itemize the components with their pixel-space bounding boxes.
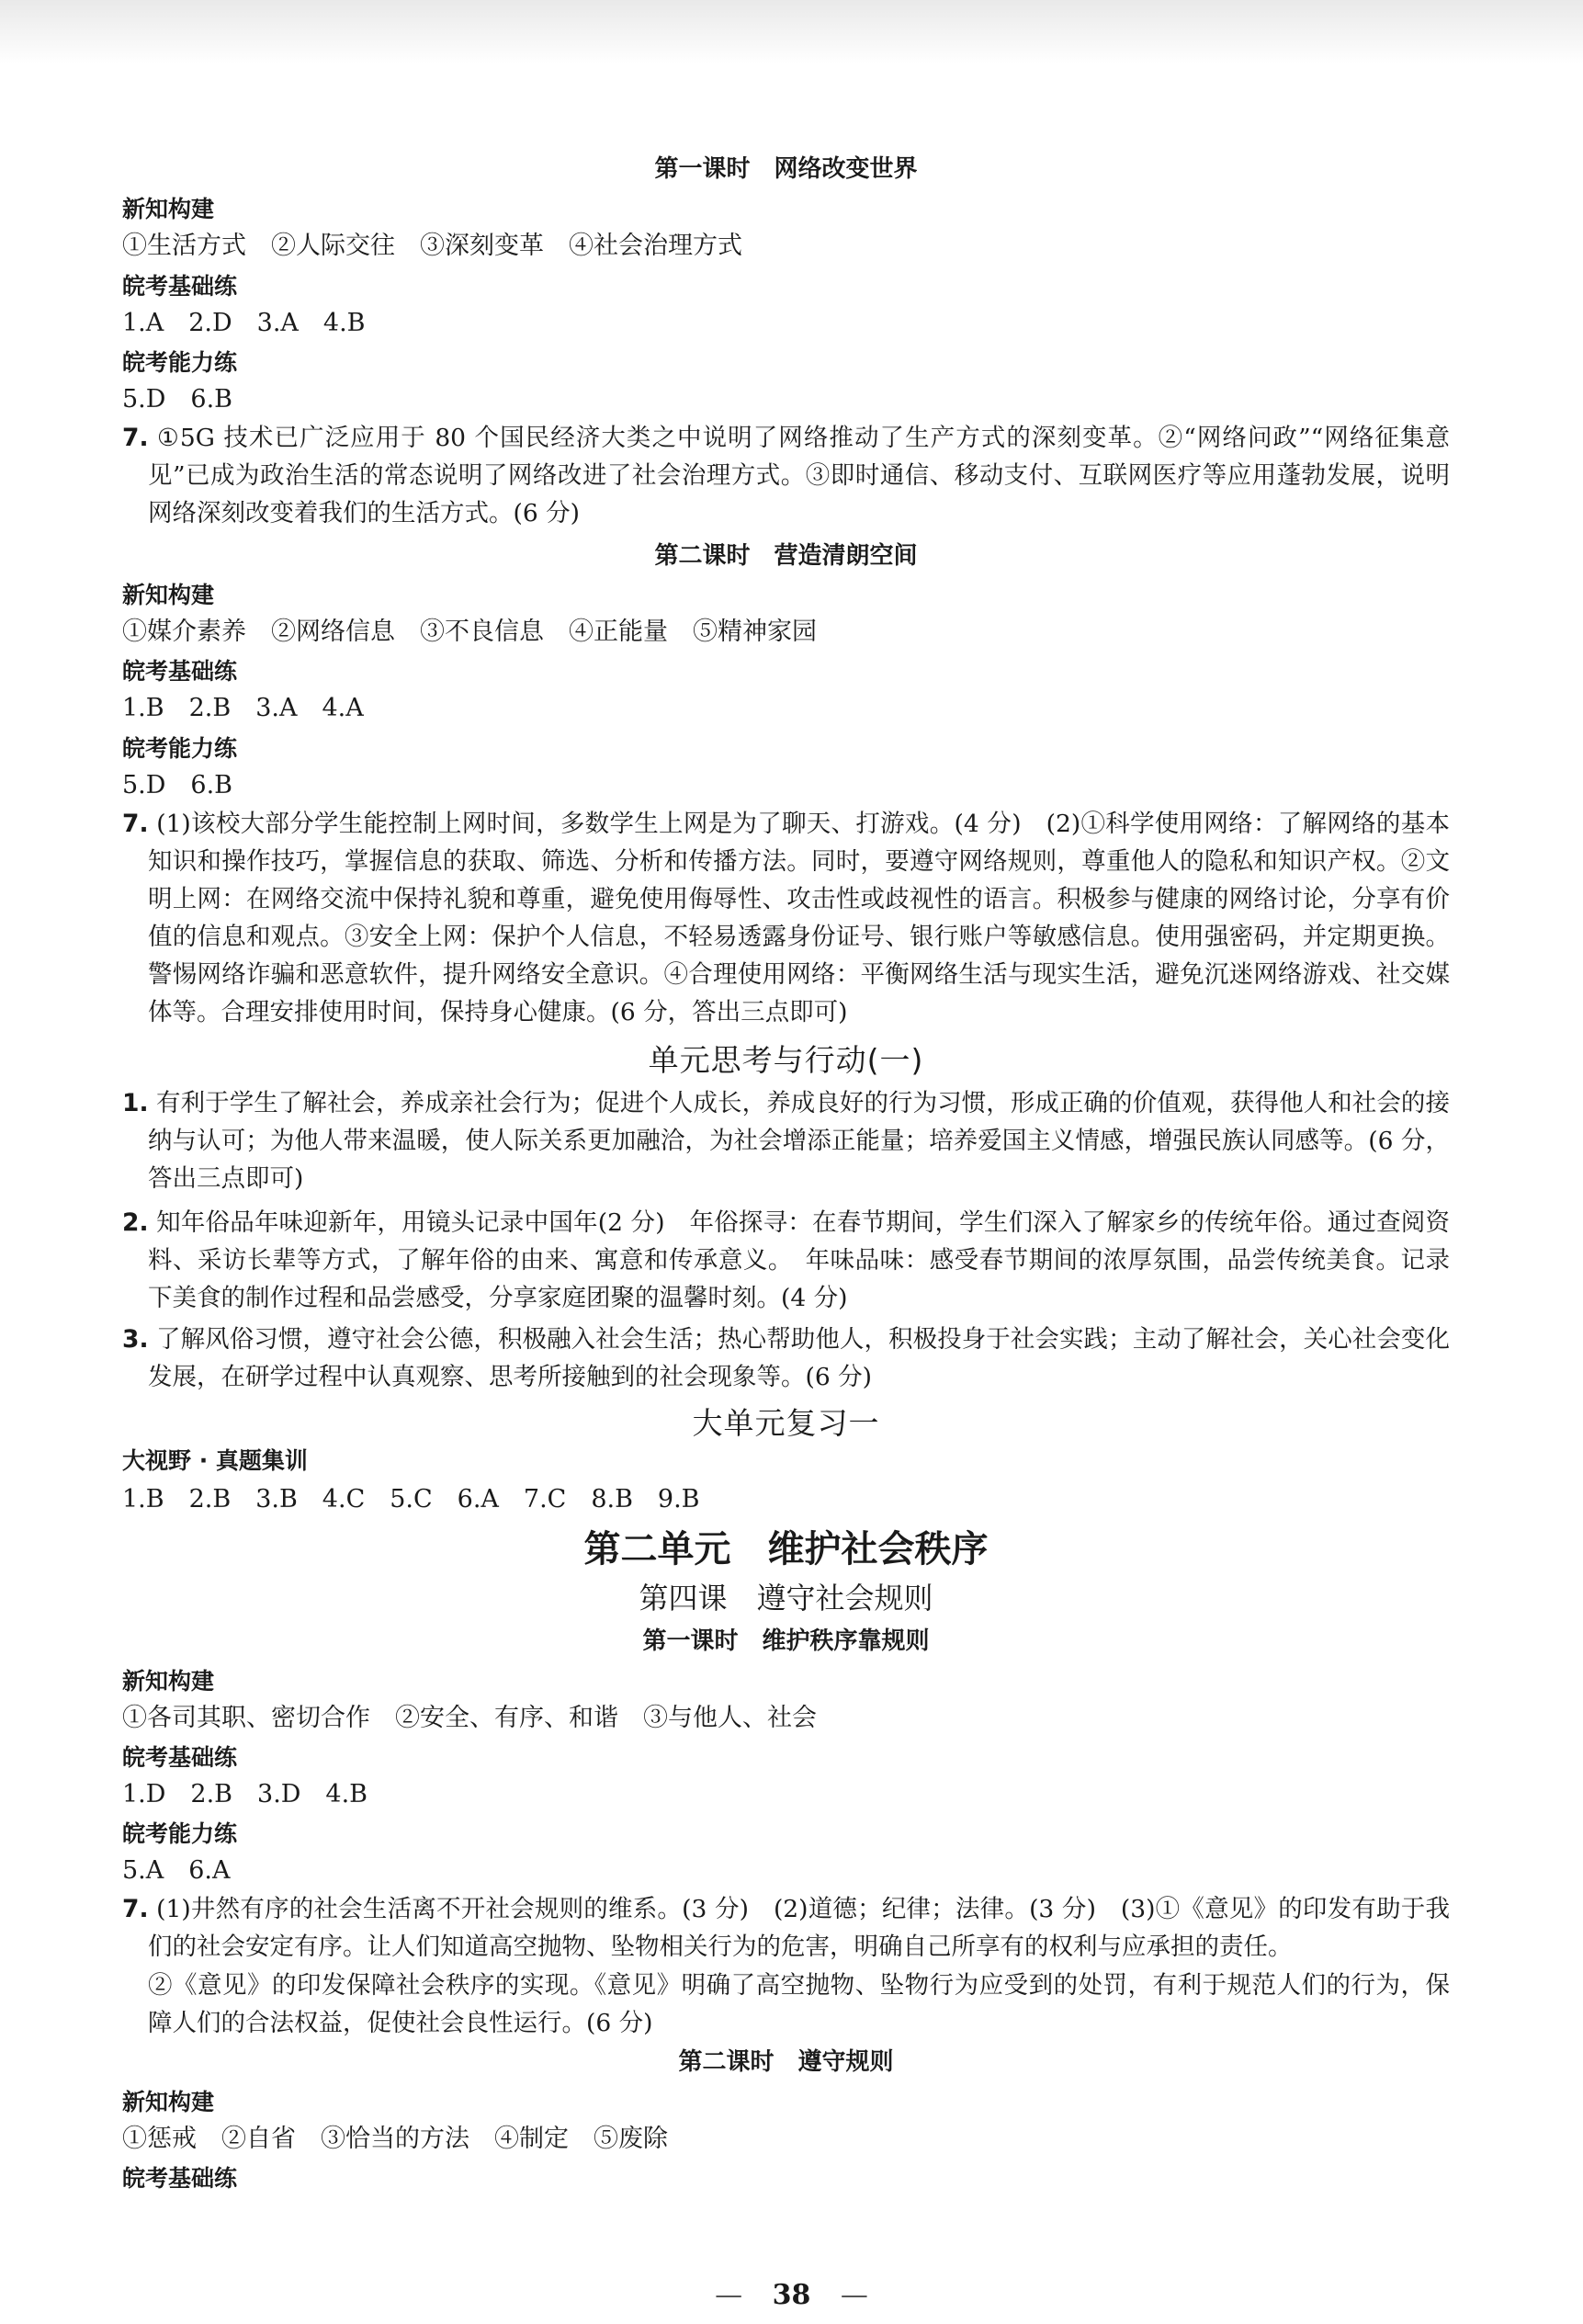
question-text: ①5G 技术已广泛应用于 80 个国民经济大类之中说明了网络推动了生产方式的深刻变革。②“网络问政”“网络征集意见”已成为政治生活的常态说明了网络改进了社会治理方式。③即时通信、移动支付、互联网医疗等应用蓬勃发展，说明网络深刻改变着我们的生活方式。(6 分) bbox=[148, 424, 1450, 527]
new-knowledge-answers: ①各司其职、密切合作 ②安全、有序、和谐 ③与他人、社会 bbox=[122, 1704, 817, 1732]
question-text: 知年俗品年味迎新年，用镜头记录中国年(2 分) 年俗探寻：在春节期间，学生们深入了解家乡的传统年俗。通过查阅资料、采访长辈等方式，了解年俗的由来、寓意和传承意义。 年味品味：感受春节期间的浓厚氛围，品尝传统美食。记录下美食的制作过程和品尝感受，分享家庭团聚的温馨时刻。(4 分) bbox=[148, 1208, 1450, 1312]
section-title-unit-reflection: 单元思考与行动(一) bbox=[648, 1042, 924, 1078]
unit-2-title: 第二单元 维护社会秩序 bbox=[583, 1528, 989, 1570]
label-new-knowledge: 新知构建 bbox=[122, 582, 215, 608]
page-footer bbox=[0, 2277, 1583, 2314]
label-ability-practice: 皖考能力练 bbox=[122, 349, 238, 376]
question-number: 1. bbox=[122, 1089, 149, 1117]
section-title-network-changes-world: 第一课时 网络改变世界 bbox=[654, 155, 918, 183]
ability-practice-answers: 5.A 6.A bbox=[122, 1856, 231, 1885]
new-knowledge-answers: ①生活方式 ②人际交往 ③深刻变革 ④社会治理方式 bbox=[122, 232, 742, 260]
new-knowledge-answers: ①媒介素养 ②网络信息 ③不良信息 ④正能量 ⑤精神家园 bbox=[122, 618, 817, 646]
question-number: 7. bbox=[122, 1895, 149, 1923]
scan-top-shading bbox=[0, 0, 1583, 64]
question-text: (1)井然有序的社会生活离不开社会规则的维系。(3 分) (2)道德；纪律；法律。(3 分) (3)①《意见》的印发有助于我们的社会安定有序。让人们知道高空抛物、坠物相关行为的危害，明确自己所享有的权利与应承担的责任。 bbox=[148, 1895, 1450, 1961]
footer-dash-left: — bbox=[715, 2279, 743, 2311]
question-7-answer bbox=[122, 1890, 1450, 1966]
question-7-answer bbox=[122, 419, 1450, 532]
question-text: 有利于学生了解社会，养成亲社会行为；促进个人成长，养成良好的行为习惯，形成正确的价值观，获得他人和社会的接纳与认可；为他人带来温暖，使人际关系更加融洽，为社会增添正能量；培养爱国主义情感，增强民族认同感等。(6 分，答出三点即可) bbox=[148, 1089, 1450, 1193]
section-title-order-by-rules: 第一课时 维护秩序靠规则 bbox=[642, 1627, 930, 1655]
footer-dash-right: — bbox=[840, 2279, 868, 2311]
ability-practice-answers: 5.D 6.B bbox=[122, 385, 233, 414]
question-3-answer bbox=[122, 1321, 1450, 1396]
label-basic-practice: 皖考基础练 bbox=[122, 658, 238, 685]
question-2-answer bbox=[122, 1204, 1450, 1317]
label-basic-practice: 皖考基础练 bbox=[122, 1744, 238, 1771]
real-exam-answers: 1.B 2.B 3.B 4.C 5.C 6.A 7.C 8.B 9.B bbox=[122, 1485, 700, 1513]
page-number: 38 bbox=[772, 2279, 811, 2311]
basic-practice-answers: 1.A 2.D 3.A 4.B bbox=[122, 309, 366, 337]
question-number: 2. bbox=[122, 1208, 149, 1237]
question-7-answer bbox=[122, 805, 1450, 1031]
question-text: 了解风俗习惯，遵守社会公德，积极融入社会生活；热心帮助他人，积极投身于社会实践；主动了解社会，关心社会变化发展，在研学过程中认真观察、思考所接触到的社会现象等。(6 分) bbox=[148, 1325, 1450, 1391]
label-new-knowledge: 新知构建 bbox=[122, 1668, 215, 1695]
label-new-knowledge: 新知构建 bbox=[122, 196, 215, 222]
label-basic-practice: 皖考基础练 bbox=[122, 2165, 238, 2192]
ability-practice-answers: 5.D 6.B bbox=[122, 771, 233, 799]
basic-practice-answers: 1.D 2.B 3.D 4.B bbox=[122, 1780, 368, 1808]
lesson-4-title: 第四课 遵守社会规则 bbox=[639, 1581, 933, 1615]
label-ability-practice: 皖考能力练 bbox=[122, 735, 238, 762]
section-title-big-unit-review: 大单元复习一 bbox=[692, 1405, 880, 1441]
section-title-obey-rules: 第二课时 遵守规则 bbox=[678, 2048, 894, 2076]
label-basic-practice: 皖考基础练 bbox=[122, 273, 238, 300]
label-real-exam-practice: 大视野 · 真题集训 bbox=[122, 1447, 308, 1474]
new-knowledge-answers: ①惩戒 ②自省 ③恰当的方法 ④制定 ⑤废除 bbox=[122, 2125, 668, 2153]
basic-practice-answers: 1.B 2.B 3.A 4.A bbox=[122, 694, 364, 722]
question-7-answer-continued: ②《意见》的印发保障社会秩序的实现。《意见》明确了高空抛物、坠物行为应受到的处罚，有利于规范人们的行为，保障人们的合法权益，促使社会良性运行。(6 分) bbox=[148, 1971, 1450, 2037]
label-ability-practice: 皖考能力练 bbox=[122, 1820, 238, 1847]
question-number: 7. bbox=[122, 810, 149, 838]
question-text: (1)该校大部分学生能控制上网时间，多数学生上网是为了聊天、打游戏。(4 分) (2)①科学使用网络：了解网络的基本知识和操作技巧，掌握信息的获取、筛选、分析和传播方法。同时，要遵守网络规则，尊重他人的隐私和知识产权。②文明上网：在网络交流中保持礼貌和尊重，避免使用侮辱性、攻击性或歧视性的语言。积极参与健康的网络讨论，分享有价值的信息和观点。③安全上网：保护个人信息，不轻易透露身份证号、银行账户等敏感信息。使用强密码，并定期更换。警惕网络诈骗和恶意软件，提升网络安全意识。④合理使用网络：平衡网络生活与现实生活，避免沉迷网络游戏、社交媒体等。合理安排使用时间，保持身心健康。(6 分，答出三点即可) bbox=[148, 810, 1450, 1026]
section-title-clean-space: 第二课时 营造清朗空间 bbox=[654, 542, 918, 570]
question-1-answer bbox=[122, 1084, 1450, 1197]
question-number: 3. bbox=[122, 1325, 149, 1354]
question-number: 7. bbox=[122, 424, 149, 452]
label-new-knowledge: 新知构建 bbox=[122, 2089, 215, 2115]
